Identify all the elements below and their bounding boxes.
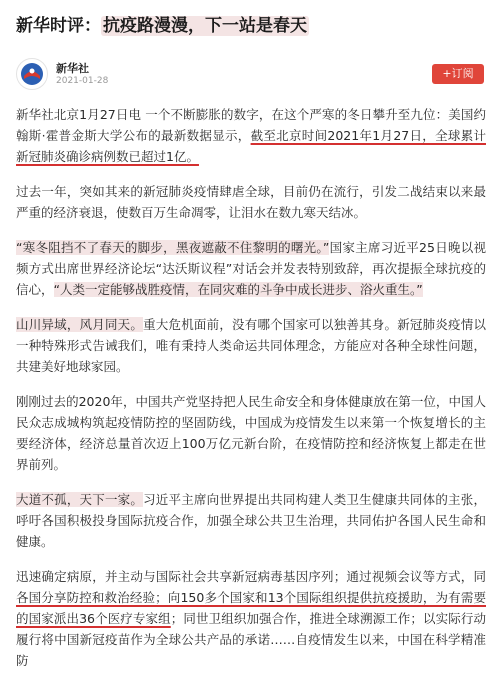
highlighted-phrase: 山川异域，风月同天。 [16, 317, 144, 332]
xinhua-logo-icon [17, 59, 47, 89]
paragraph-7 [16, 566, 486, 671]
paragraph-1 [16, 104, 486, 167]
paragraph-4 [16, 314, 486, 377]
subscribe-button[interactable]: +订阅 [432, 64, 484, 84]
paragraph-5: 刚刚过去的2020年，中国共产党坚持把人民生命安全和身体健康放在第一位，中国人民众志成城构筑起疫情防控的坚固防线，中国成为疫情发生以来第一个恢复增长的主要经济体，经济总量首次迈上100万亿元新台阶，在疫情防控和经济恢复上都走在世界前列。 [16, 394, 486, 472]
title-highlight: 抗疫路漫漫，下一站是春天 [103, 16, 307, 36]
author-name[interactable]: 新华社 [56, 62, 89, 75]
publish-date: 2021-01-28 [56, 76, 109, 86]
article-title [16, 14, 486, 38]
title-prefix: 新华时评： [16, 16, 101, 36]
paragraph-2: 过去一年，突如其来的新冠肺炎疫情肆虐全球，目前仍在流行，引发二战结束以来最严重的经济衰退，使数百万生命凋零，让泪水在数九寒天结冰。 [16, 184, 486, 220]
paragraph-text: 迅速确定病原，并主动与国际社会共享新冠病毒基因序列；通过视频会议等方式，同 [16, 569, 486, 584]
underlined-text: 截至北京时间2021年1月27日，全球累计新冠肺炎确诊病例数已超过1亿。 [16, 128, 486, 164]
paragraph-text: ；同世卫组织加强合作，推进全球溯源工作；以实际行动履行将中国新冠疫苗作为全球公共产品的承诺……自疫情发生以来，中国在科学精准防 [16, 611, 486, 668]
underlined-text: 各国分享防控和救治经验；向150多个国家和13个国际组织提供抗疫援助，为有需要的国家派出36个医疗专家组 [16, 590, 486, 626]
highlighted-quote: “寒冬阻挡不了春天的脚步，黑夜遮蔽不住黎明的曙光。” [16, 240, 330, 255]
article-body [16, 104, 486, 685]
paragraph-text: 重大危机面前，没有哪个国家可以独善其身。新冠肺炎疫情以一种特殊形式告诫我们，唯有秉持人类命运共同体理念，方能应对各种全球性问题，共建美好地球家园。 [16, 317, 486, 374]
paragraph-text: 习近平主席向世界提出共同构建人类卫生健康共同体的主张，呼吁各国积极投身国际抗疫合作，加强全球公共卫生治理，共同佑护各国人民生命和健康。 [16, 492, 486, 549]
author-avatar[interactable] [16, 58, 48, 90]
highlighted-phrase: 大道不孤，天下一家。 [16, 492, 144, 507]
paragraph-text: 新华社北京1月27日电 一个不断膨胀的数字，在这个严寒的冬日攀升至九位：美国约翰斯·霍普金斯大学公布的最新数据显示， [16, 107, 486, 143]
paragraph-6 [16, 489, 486, 552]
paragraph-3 [16, 237, 486, 300]
paragraph-text: 国家主席习近平25日晚以视频方式出席世界经济论坛“达沃斯议程”对话会并发表特别致辞，再次提振全球抗疫的信心， [16, 240, 486, 297]
highlighted-quote: “人类一定能够战胜疫情，在同灾难的斗争中成长进步、浴火重生。” [53, 282, 423, 297]
author-row [16, 58, 484, 92]
